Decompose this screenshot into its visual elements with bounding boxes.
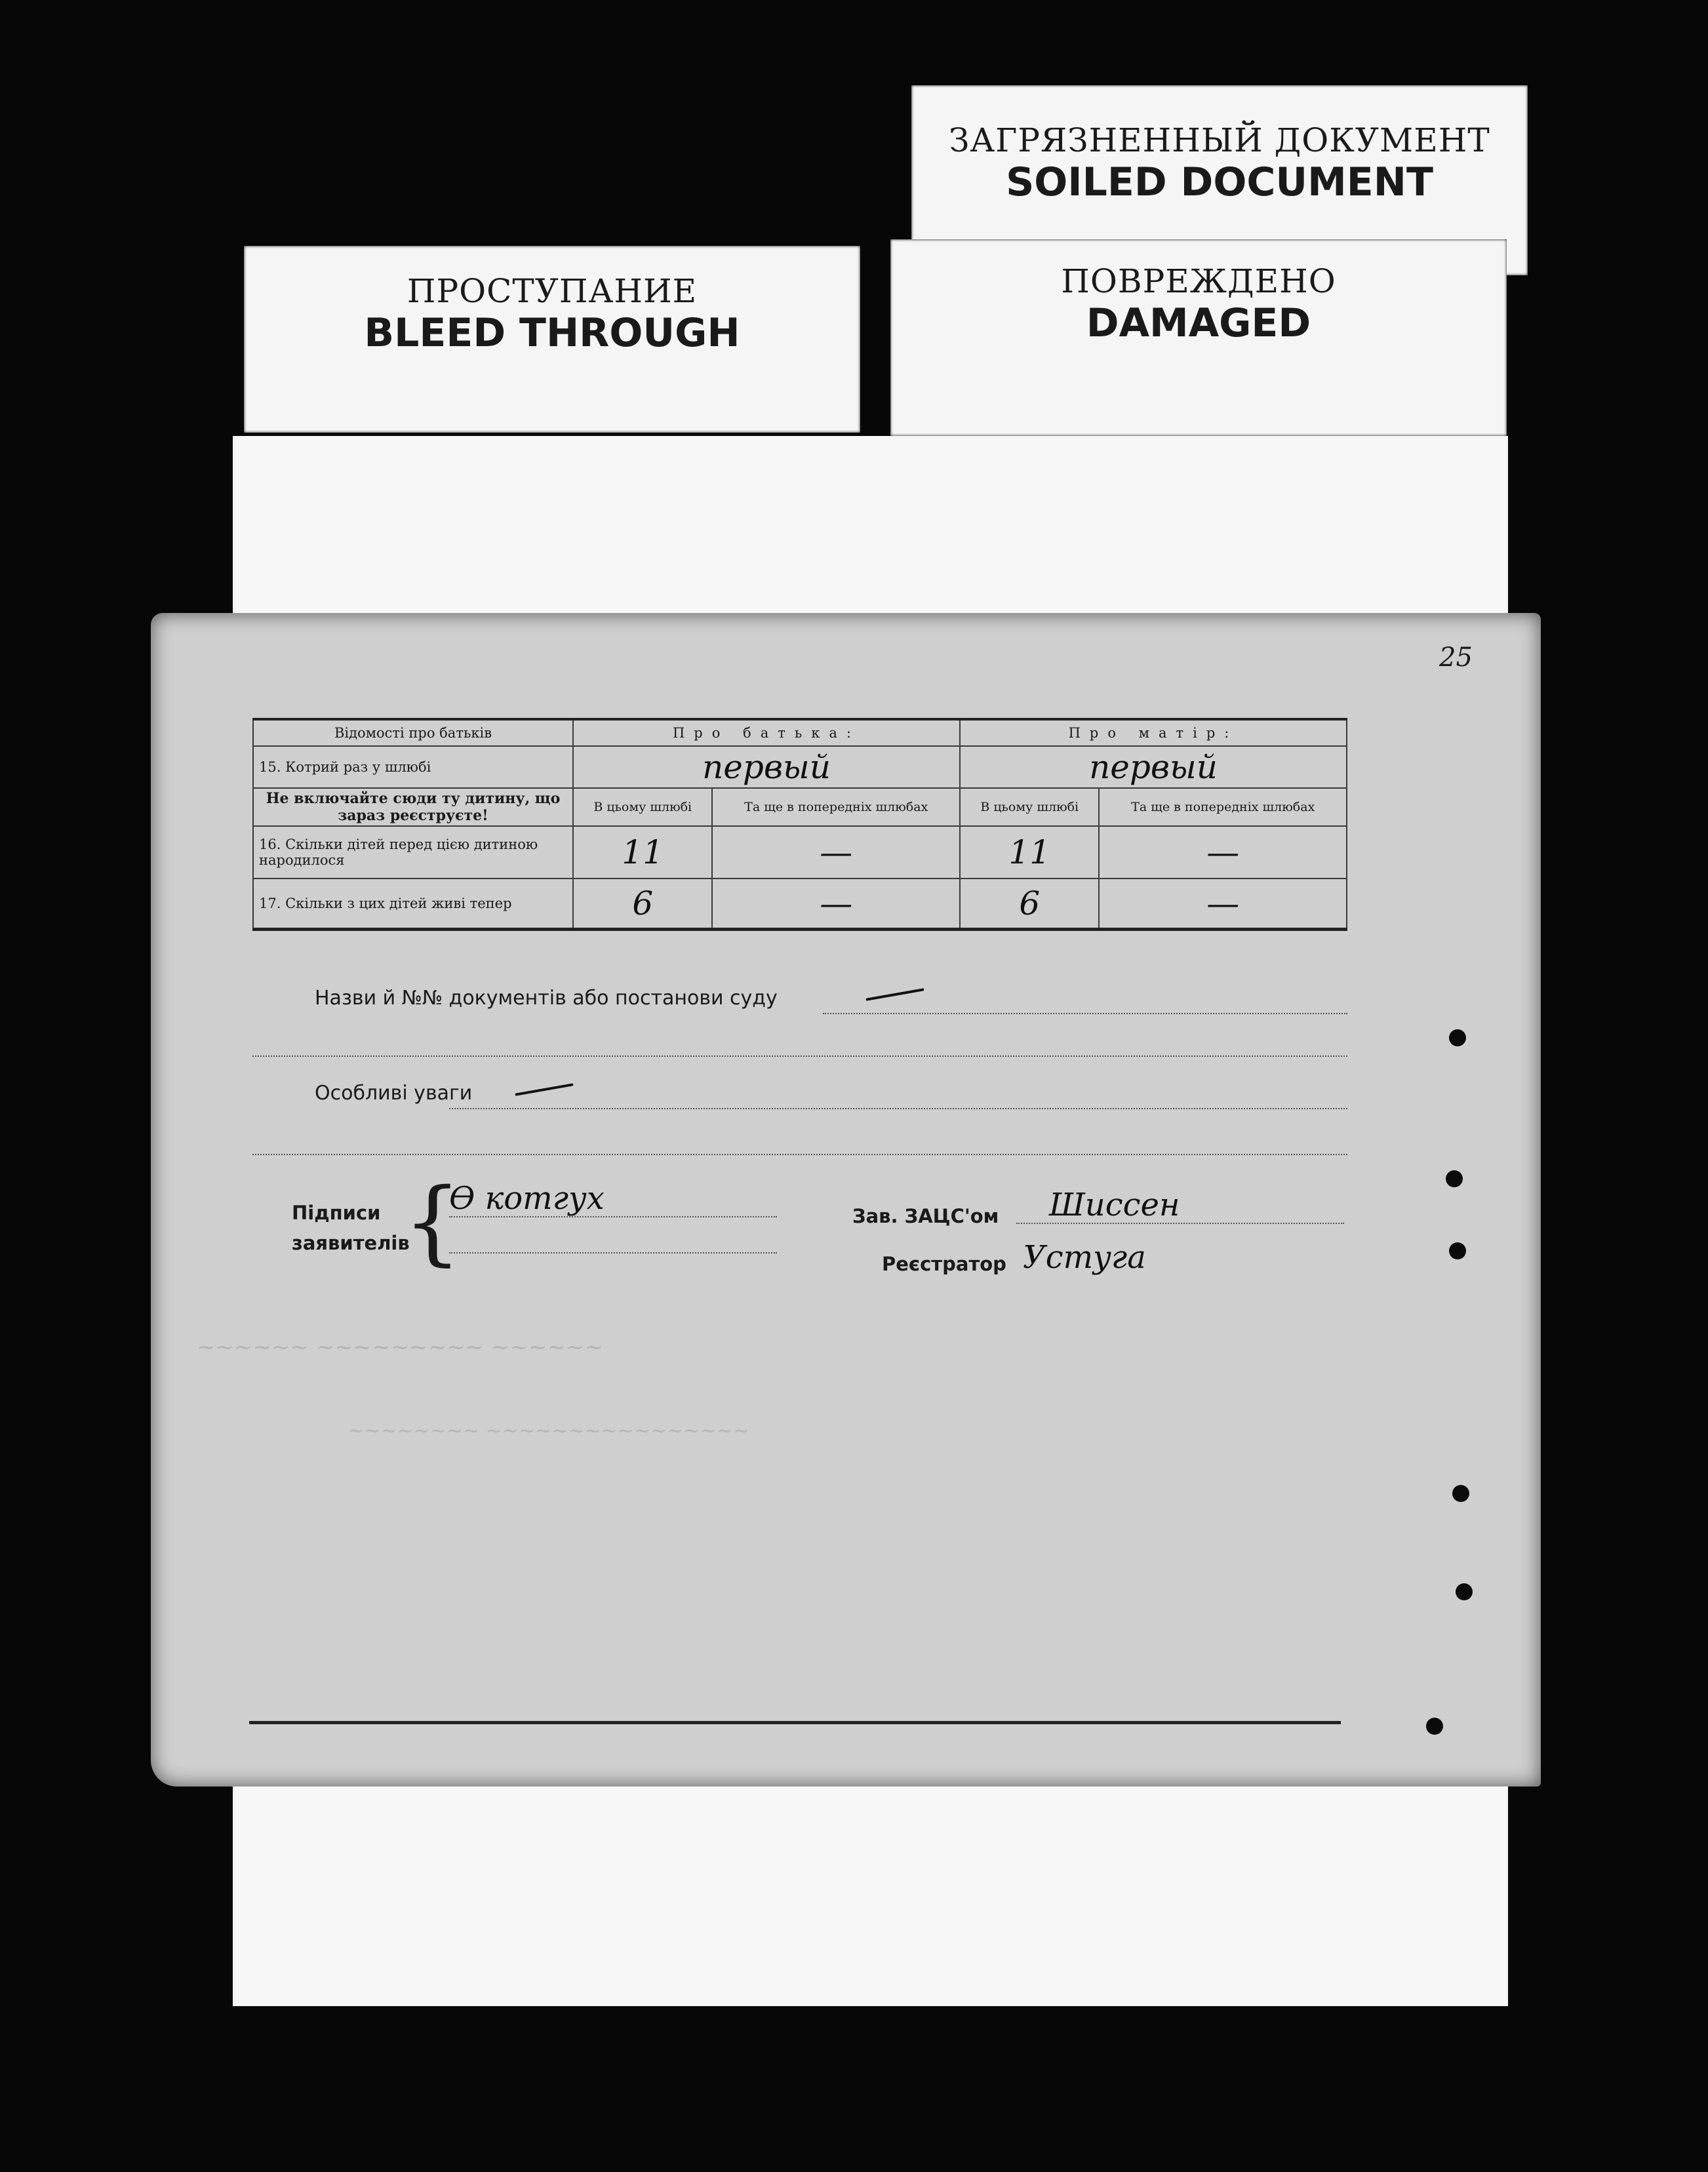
- bleed-through-tag: [244, 246, 860, 433]
- documents-line-2: [252, 1056, 1347, 1057]
- mother-this-marriage-header: В цьому шлюбі: [960, 788, 1099, 826]
- bleed-tag-en: BLEED THROUGH: [364, 310, 740, 356]
- documents-line: [823, 1013, 1347, 1014]
- record-form: [151, 613, 1541, 1787]
- row17-father-prev: —: [712, 879, 960, 930]
- bleed-through-scribble-2: ~~~~~~~~ ~~~~~~~~~~~~~~~~: [348, 1419, 749, 1442]
- applicants-signature-label: [292, 1198, 410, 1258]
- damaged-tag-ru: ПОВРЕЖДЕНО: [1061, 262, 1336, 300]
- table-row: [253, 788, 1347, 826]
- applicants-label-1: Підписи: [292, 1202, 381, 1224]
- table-row: [253, 879, 1347, 930]
- notes-line: [449, 1108, 1347, 1109]
- soiled-tag-ru: ЗАГРЯЗНЕННЫЙ ДОКУМЕНТ: [949, 121, 1490, 159]
- row15-father-value: первый: [573, 746, 960, 788]
- row17-label: 17. Скільки з цих дітей живі тепер: [253, 879, 573, 930]
- mother-prev-marriage-header: Та ще в попередніх шлюбах: [1099, 788, 1347, 826]
- bottom-rule: [249, 1721, 1341, 1724]
- row16-mother-prev: —: [1099, 826, 1347, 879]
- binding-hole: [1426, 1718, 1443, 1735]
- table-row: [253, 746, 1347, 788]
- head-label: Зав. ЗАЦС'ом: [852, 1205, 999, 1227]
- binding-hole: [1449, 1029, 1466, 1046]
- row16-father-prev: —: [712, 826, 960, 879]
- bleed-through-scribble: ~~~~~~ ~~~~~~~~~ ~~~~~~: [197, 1334, 603, 1360]
- table-row: [253, 826, 1347, 879]
- notes-dash: [515, 1083, 573, 1096]
- header-father: Про батька:: [573, 719, 960, 746]
- head-signature: Шиссен: [1049, 1187, 1180, 1223]
- applicant-signature: Ө котгух: [449, 1180, 605, 1217]
- soiled-tag-en: SOILED DOCUMENT: [1006, 159, 1433, 205]
- table-header-row: [253, 719, 1347, 746]
- bleed-tag-ru: ПРОСТУПАНИЕ: [407, 272, 698, 310]
- row17-mother-this: 6: [960, 879, 1099, 930]
- header-mother: Про матір:: [960, 719, 1347, 746]
- row17-father-this: 6: [573, 879, 712, 930]
- applicant-sig-line-2: [449, 1252, 777, 1254]
- binding-hole: [1452, 1485, 1469, 1502]
- binding-hole: [1456, 1583, 1473, 1600]
- page-number: 25: [1439, 642, 1473, 673]
- notice-label: Не включайте сюди ту дитину, що зараз реєструєте!: [253, 788, 573, 826]
- applicant-sig-line: [449, 1216, 777, 1217]
- damaged-tag: [890, 239, 1507, 436]
- header-parents-info: Відомості про батьків: [253, 719, 573, 746]
- row16-father-this: 11: [573, 826, 712, 879]
- notes-label: Особливі уваги: [315, 1082, 473, 1105]
- applicants-label-2: заявителів: [292, 1232, 410, 1254]
- registrar-signature: Устуга: [1023, 1239, 1146, 1276]
- father-prev-marriage-header: Та ще в попередніх шлюбах: [712, 788, 960, 826]
- brace: {: [403, 1169, 462, 1276]
- row16-label: 16. Скільки дітей перед цією дитиною народилося: [253, 826, 573, 879]
- binding-hole: [1449, 1242, 1466, 1259]
- row15-mother-value: первый: [960, 746, 1347, 788]
- binding-hole: [1446, 1170, 1463, 1187]
- notes-line-2: [252, 1154, 1347, 1155]
- row15-label: 15. Котрий раз у шлюбі: [253, 746, 573, 788]
- row17-mother-prev: —: [1099, 879, 1347, 930]
- documents-label: Назви й №№ документів або постанови суду: [315, 987, 778, 1010]
- damaged-tag-en: DAMAGED: [1086, 300, 1311, 346]
- documents-dash: [865, 988, 924, 1001]
- father-this-marriage-header: В цьому шлюбі: [573, 788, 712, 826]
- parents-table: [252, 718, 1347, 931]
- registrar-label: Реєстратор: [882, 1253, 1006, 1275]
- row16-mother-this: 11: [960, 826, 1099, 879]
- head-sig-line: [1016, 1223, 1344, 1224]
